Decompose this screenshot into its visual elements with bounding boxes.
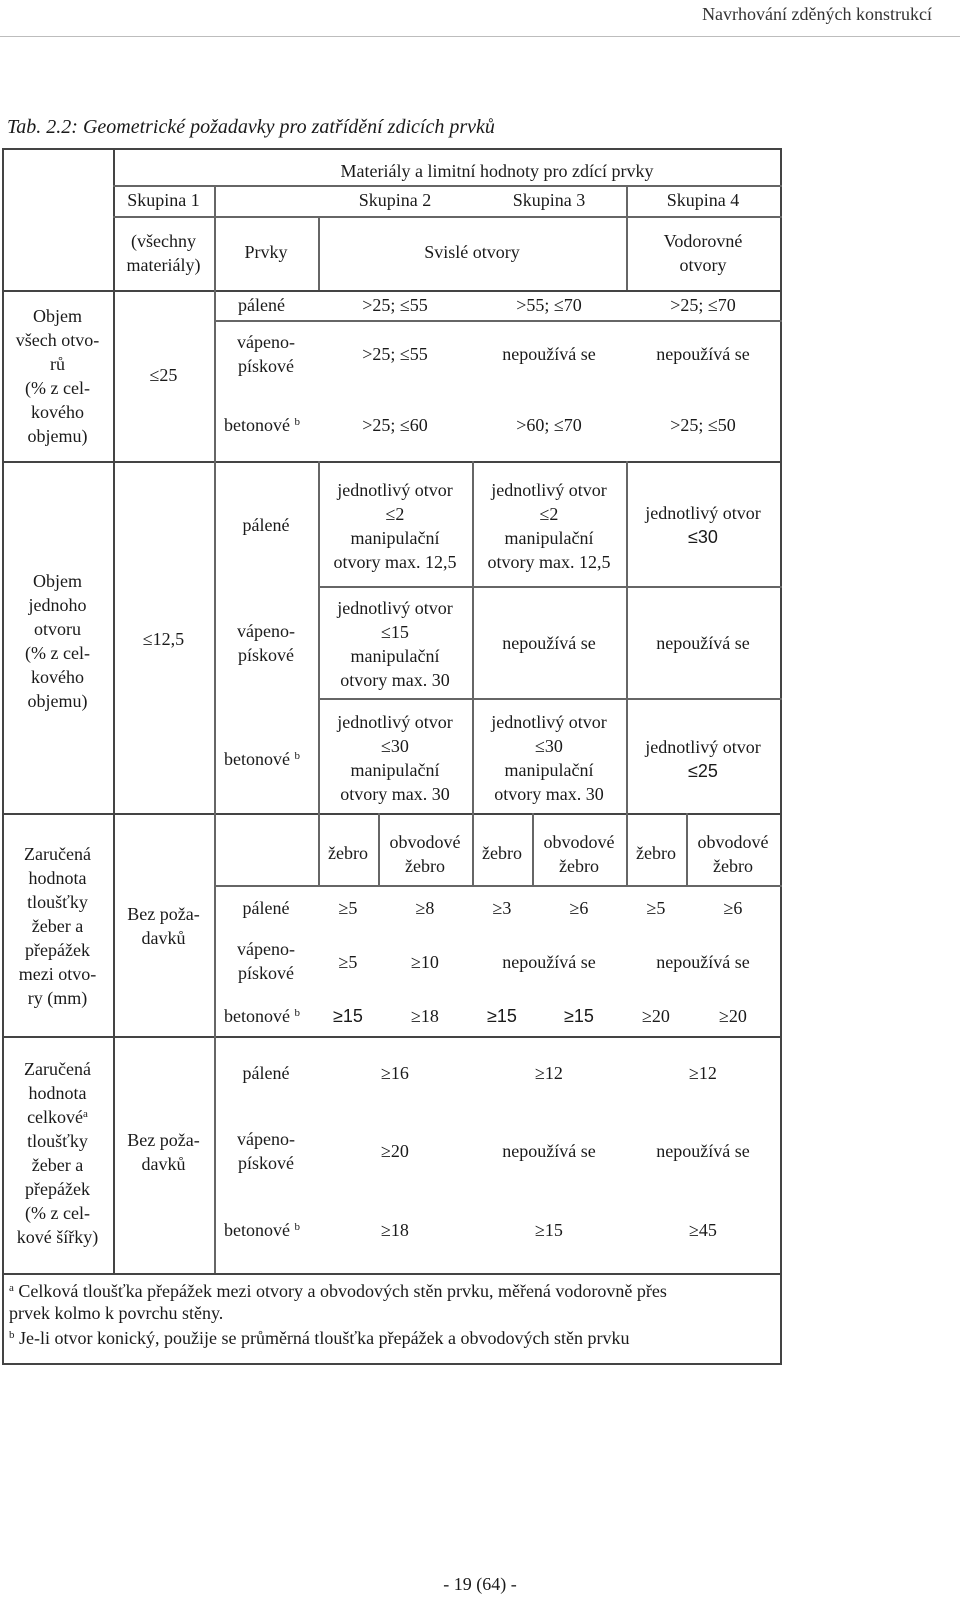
s4-row3-g2: ≥18 (381, 1220, 409, 1240)
s3-row3-v4: ≥15 (564, 1006, 594, 1026)
s3-g1: Bez poža- davků (127, 904, 200, 948)
s2-row3-g3: jednotlivý otvor ≤30 manipulační otvory max. 30 (491, 712, 607, 804)
s2-row3-prvek: betonové $^b$ (224, 749, 300, 769)
s3-row1-v5: ≥5 (646, 898, 666, 918)
s1-label: Objem všech otvo- rů (% z cel- kového objemu) (15, 306, 100, 446)
header-group-1-sub: (všechny materiály) (126, 231, 201, 275)
header-group-3: Skupina 3 (512, 190, 586, 210)
s3-col-zebro-3: žebro (636, 843, 676, 863)
s3-row1-v3: ≥3 (492, 898, 512, 918)
header-rule (0, 36, 960, 37)
s1-row3-g4: >25; ≤50 (670, 415, 736, 435)
s3-row2-prvek: vápeno- pískové (237, 939, 295, 983)
s1-row1-g3: >55; ≤70 (516, 295, 582, 315)
s4-row3-g3: ≥15 (535, 1220, 563, 1240)
s3-row1-v2: ≥8 (415, 898, 435, 918)
s4-row1-g4: ≥12 (689, 1063, 717, 1083)
s2-row1-prvek: pálené (242, 515, 290, 535)
s3-row2-v2: ≥10 (411, 952, 439, 972)
s4-row1-prvek: pálené (242, 1063, 290, 1083)
s3-col-zebro-2: žebro (482, 843, 522, 863)
s1-row1-g2: >25; ≤55 (362, 295, 428, 315)
header-vodorovne-otvory: Vodorovné otvory (663, 231, 743, 275)
s2-row1-g2: jednotlivý otvor ≤2 manipulační otvory max. 12,5 (333, 480, 457, 572)
s2-row2-g4: nepoužívá se (656, 633, 750, 653)
s3-row1-prvek: pálené (242, 898, 290, 918)
page-number: - 19 (64) - (443, 1574, 517, 1594)
s3-row3-v5: ≥20 (642, 1006, 670, 1026)
s4-row1-g3: ≥12 (535, 1063, 563, 1083)
header-svisle-otvory: Svislé otvory (424, 242, 520, 262)
header-group-2: Skupina 2 (358, 190, 432, 210)
s4-row3-prvek: betonové $^b$ (224, 1220, 300, 1240)
header-group-1: Skupina 1 (127, 190, 200, 210)
s3-row1-v4: ≥6 (569, 898, 589, 918)
s1-row3-prvek: betonové $^b$ (224, 415, 300, 435)
s1-row2-g2: >25; ≤55 (362, 344, 428, 364)
s1-row3-g3: >60; ≤70 (516, 415, 582, 435)
s3-col-obvodove-1: obvodové žebro (389, 832, 461, 876)
s3-row1-v6: ≥6 (723, 898, 743, 918)
s2-row3-g4: jednotlivý otvor ≤25 (645, 737, 761, 781)
s3-col-obvodove-2: obvodové žebro (543, 832, 615, 876)
s2-row3-g2: jednotlivý otvor ≤30 manipulační otvory max. 30 (337, 712, 453, 804)
s3-row1-v1: ≥5 (338, 898, 358, 918)
s3-row2-v3: nepoužívá se (502, 952, 596, 972)
s2-row2-g2: jednotlivý otvor ≤15 manipulační otvory max. 30 (337, 598, 453, 690)
footnote-b: $^b$ Je-li otvor konický, použije se průměrná tloušťka přepážek a obvodových stěn prvku (9, 1328, 630, 1348)
s2-row2-prvek: vápeno- pískové (237, 621, 295, 665)
s2-row2-g3: nepoužívá se (502, 633, 596, 653)
s3-row3-v1: ≥15 (333, 1006, 363, 1026)
s1-row2-g4: nepoužívá se (656, 344, 750, 364)
s2-label: Objem jednoho otvoru (% z cel- kového objemu) (25, 571, 90, 711)
s2-row1-g3: jednotlivý otvor ≤2 manipulační otvory max. 12,5 (487, 480, 611, 572)
s1-row2-g3: nepoužívá se (502, 344, 596, 364)
table-caption: Tab. 2.2: Geometrické požadavky pro zatřídění zdicích prvků (7, 116, 495, 138)
s4-row2-prvek: vápeno- pískové (237, 1129, 295, 1173)
s1-row1-prvek: pálené (238, 295, 285, 315)
header-group-4: Skupina 4 (666, 190, 740, 210)
header-main: Materiály a limitní hodnoty pro zdící prvky (340, 161, 654, 181)
s2-g1: ≤12,5 (142, 629, 185, 649)
s1-row3-g2: >25; ≤60 (362, 415, 428, 435)
s3-col-obvodove-3: obvodové žebro (697, 832, 769, 876)
s1-row2-prvek: vápeno- pískové (237, 332, 295, 376)
s4-g1: Bez poža- davků (127, 1130, 200, 1174)
s4-label: Zaručená hodnota celkové$^a$ tloušťky žeber a přepážek (% z cel- kové šířky) (16, 1059, 99, 1247)
s1-row1-g4: >25; ≤70 (670, 295, 736, 315)
s3-row3-v6: ≥20 (719, 1006, 747, 1026)
s4-row2-g3: nepoužívá se (502, 1141, 596, 1161)
s4-row1-g2: ≥16 (381, 1063, 409, 1083)
s3-row3-v2: ≥18 (411, 1006, 439, 1026)
header-prvky: Prvky (244, 242, 288, 262)
s2-row1-g4: jednotlivý otvor ≤30 (645, 503, 761, 547)
s3-col-zebro-1: žebro (328, 843, 368, 863)
running-header: Navrhování zděných konstrukcí (702, 4, 932, 24)
s1-g1: ≤25 (149, 365, 178, 385)
s4-row2-g4: nepoužívá se (656, 1141, 750, 1161)
s4-row2-g2: ≥20 (381, 1141, 409, 1161)
s3-row2-v1: ≥5 (338, 952, 358, 972)
s4-row3-g4: ≥45 (689, 1220, 717, 1240)
s3-row3-v3: ≥15 (487, 1006, 517, 1026)
s3-row3-prvek: betonové $^b$ (224, 1006, 300, 1026)
s3-label: Zaručená hodnota tloušťky žeber a přepážek mezi otvo- ry (mm) (18, 844, 97, 1008)
footnote-a: $^a$ Celková tloušťka přepážek mezi otvory a obvodových stěn prvku, měřená vodorovně přes prvek kolmo k povrchu stěny. (9, 1281, 667, 1323)
s3-row2-v4: nepoužívá se (656, 952, 750, 972)
